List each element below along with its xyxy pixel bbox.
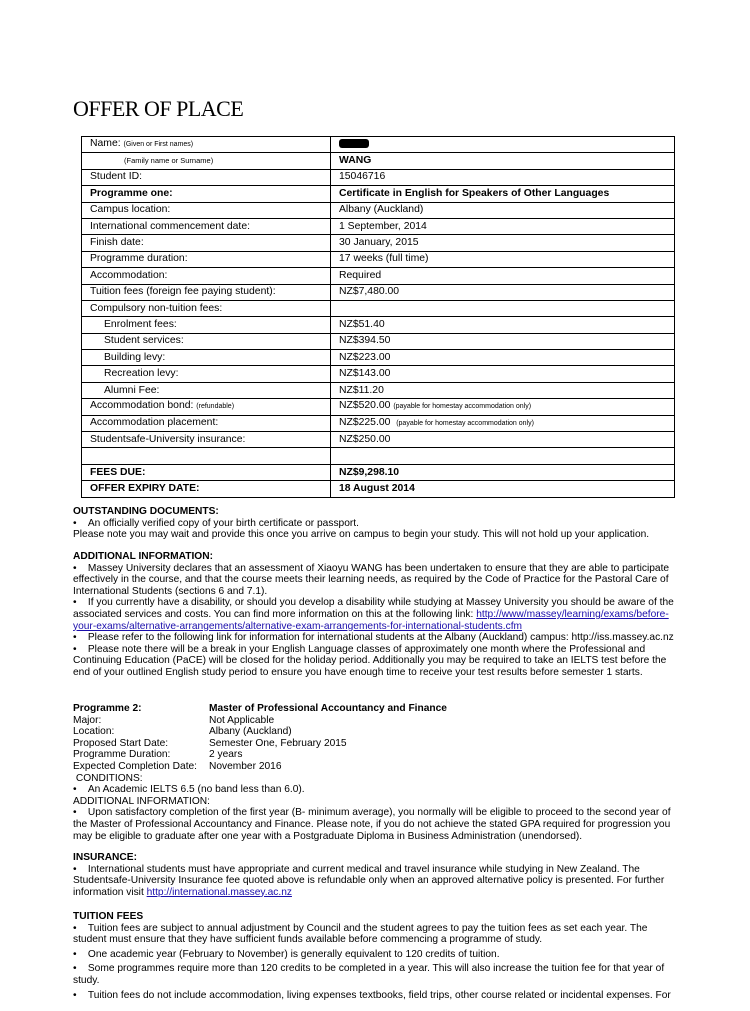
table-row: [82, 137, 675, 153]
p2-duration-label: Programme Duration:: [73, 749, 171, 761]
tuition-bullet-1: • Tuition fees are subject to annual adjustment by Council and the student agrees to pay the tuition fees as set each year. The student must ensure that they have sufficient funds available before commencing a programme of study.: [73, 923, 677, 946]
table-row: [82, 202, 675, 218]
p2-duration-value: 2 years: [209, 749, 243, 761]
table-row: [82, 399, 675, 415]
additional-bullet-1: • Massey University declares that an assessment of Xiaoyu WANG has been undertaken to ensure that they are able to participate effectively in the course, and that the course meets their learning needs, as required by the Code of Practice for the Pastoral Care of International Students (sections 6 and 7.1).: [73, 563, 677, 598]
table-row: [82, 268, 675, 284]
p2-additional-heading: ADDITIONAL INFORMATION:: [73, 795, 210, 807]
outstanding-bullet: • An officially verified copy of your birth certificate or passport.: [73, 518, 677, 530]
conditions-bullet: • An Academic IELTS 6.5 (no band less than 6.0).: [73, 784, 677, 796]
disability-link[interactable]: http://www/massey/learning/exams/before-your-exams/alternative-arrangements/alternative-exam-arrangements-for-international-students.cfm: [73, 608, 669, 632]
name-label: Name:: [90, 138, 121, 150]
table-row: [82, 432, 675, 448]
tuition-label: Tuition fees (foreign fee paying student):: [82, 284, 331, 300]
accommodation-label: Accommodation:: [82, 268, 331, 284]
table-row: [82, 218, 675, 234]
duration-value: 17 weeks (full time): [331, 251, 675, 267]
location-label: Location:: [73, 726, 115, 738]
family-value: WANG: [331, 153, 675, 169]
recreation-value: NZ$143.00: [331, 366, 675, 382]
location-value: Albany (Auckland): [209, 726, 292, 738]
fees-due-label: FEES DUE:: [82, 464, 331, 480]
table-row: [82, 350, 675, 366]
programme2-details: [73, 703, 677, 773]
bond-note: (payable for homestay accommodation only): [393, 403, 532, 411]
duration-label: Programme duration:: [82, 251, 331, 267]
campus-value: Albany (Auckland): [331, 202, 675, 218]
table-row: [82, 235, 675, 251]
major-value: Not Applicable: [209, 714, 275, 726]
table-row: [82, 481, 675, 497]
table-row: [82, 251, 675, 267]
programme-value: Certificate in English for Speakers of Other Languages: [331, 186, 675, 202]
insurance-heading: INSURANCE:: [73, 852, 137, 863]
insurance-value: NZ$250.00: [331, 432, 675, 448]
insurance-section: [73, 852, 677, 898]
table-row: [82, 284, 675, 300]
p2-additional-bullet: • Upon satisfactory completion of the first year (B- minimum average), you normally will be eligible to proceed to the second year of the Master of Professional Accountancy and Finance. Please note, if you do not achieve the stated GPA required for progression you may be eligible to graduate after one year with a Postgraduate Diploma in Business Administration (unendorsed).: [73, 807, 677, 842]
outstanding-section: [73, 506, 677, 541]
start-value: Semester One, February 2015: [209, 737, 347, 749]
table-row: [82, 464, 675, 480]
student-id-value: 15046716: [331, 169, 675, 185]
outstanding-note: Please note you may wait and provide this once you arrive on campus to begin your study. This will not hold up your application.: [73, 529, 650, 541]
table-row: [82, 169, 675, 185]
insurance-link[interactable]: http://international.massey.ac.nz: [146, 886, 292, 898]
programme2-label: Programme 2:: [73, 703, 142, 714]
placement-label: Accommodation placement:: [82, 415, 331, 431]
commence-value: 1 September, 2014: [331, 218, 675, 234]
expiry-label: OFFER EXPIRY DATE:: [82, 481, 331, 497]
offer-table: [81, 136, 675, 498]
conditions-heading: CONDITIONS:: [73, 772, 143, 784]
alumni-label: Alumni Fee:: [82, 382, 331, 398]
insurance-label: Studentsafe-University insurance:: [82, 432, 331, 448]
bond-hint: (refundable): [196, 403, 235, 411]
programme2-value: Master of Professional Accountancy and Finance: [209, 703, 447, 714]
table-row: [82, 300, 675, 316]
finish-label: Finish date:: [82, 235, 331, 251]
bond-value: NZ$520.00: [339, 400, 391, 412]
page-title: OFFER OF PLACE: [73, 96, 244, 121]
tuition-bullet-3: • Some programmes require more than 120 credits to be completed in a year. This will also increase the tuition fee for that year of study.: [73, 963, 677, 986]
table-row: [82, 317, 675, 333]
building-value: NZ$223.00: [331, 350, 675, 366]
outstanding-heading: OUTSTANDING DOCUMENTS:: [73, 506, 219, 517]
services-label: Student services:: [82, 333, 331, 349]
tuition-value: NZ$7,480.00: [331, 284, 675, 300]
name-hint: (Given or First names): [123, 141, 194, 149]
table-row: [82, 153, 675, 169]
commence-label: International commencement date:: [82, 218, 331, 234]
completion-value: November 2016: [209, 760, 282, 772]
family-hint: (Family name or Surname): [82, 153, 331, 169]
table-row: [82, 366, 675, 382]
table-row: [82, 333, 675, 349]
redacted-given-name: [339, 139, 369, 148]
campus-label: Campus location:: [82, 202, 331, 218]
programme2-section: [73, 703, 677, 842]
additional-bullet-2: • If you currently have a disability, or should you develop a disability while studying at Massey University you should be aware of the associated services and costs. You can find more information on this at the following link: http://www/massey/learning/exams/before-your-exams/alternative-arrangements/alternative-exam-arrangements-for-international-students.cfm: [73, 597, 677, 632]
building-label: Building levy:: [82, 350, 331, 366]
accommodation-value: Required: [331, 268, 675, 284]
tuition-heading: TUITION FEES: [73, 911, 144, 922]
placement-note: (payable for homestay accommodation only): [396, 419, 534, 427]
fees-due-value: NZ$9,298.10: [331, 464, 675, 480]
table-row: [82, 415, 675, 431]
additional-heading: ADDITIONAL INFORMATION:: [73, 551, 213, 562]
additional-section: [73, 551, 677, 679]
completion-label: Expected Completion Date:: [73, 760, 198, 772]
additional-bullet-4: • Please note there will be a break in your English Language classes of approximately one month where the Professional and Continuing Education (PaCE) will be closed for the holiday period. Additionally you may be required to take an IELTS test before the end of your outlined English study period to ensure you have enough time to receive your test results before semester 1 starts.: [73, 644, 677, 679]
table-row: [82, 382, 675, 398]
start-label: Proposed Start Date:: [73, 737, 169, 749]
finish-value: 30 January, 2015: [331, 235, 675, 251]
bond-label: Accommodation bond:: [90, 400, 194, 412]
table-row: [82, 186, 675, 202]
insurance-text: • International students must have appropriate and current medical and travel insurance while studying in New Zealand. The Studentsafe-University Insurance fee quoted above is refundable only when an approved alternative policy is presented. For further information visit http://international.massey.ac.nz: [73, 864, 677, 899]
placement-value: NZ$225.00: [339, 416, 391, 428]
recreation-label: Recreation levy:: [82, 366, 331, 382]
additional-bullet-3: • Please refer to the following link for information for international students at the Albany (Auckland) campus: http://iss.massey.ac.nz: [73, 632, 677, 644]
services-value: NZ$394.50: [331, 333, 675, 349]
nontuition-label: Compulsory non-tuition fees:: [82, 300, 331, 316]
alumni-value: NZ$11.20: [331, 382, 675, 398]
table-row: [82, 448, 675, 464]
tuition-bullet-4: • Tuition fees do not include accommodation, living expenses textbooks, field trips, other course related or incidental expenses. For: [73, 990, 677, 1002]
student-id-label: Student ID:: [82, 169, 331, 185]
tuition-section: [73, 911, 677, 1001]
major-label: Major:: [73, 714, 102, 726]
enrolment-label: Enrolment fees:: [82, 317, 331, 333]
expiry-value: 18 August 2014: [331, 481, 675, 497]
programme-label: Programme one:: [82, 186, 331, 202]
tuition-bullet-2: • One academic year (February to November) is generally equivalent to 120 credits of tuition.: [73, 949, 677, 961]
enrolment-value: NZ$51.40: [331, 317, 675, 333]
